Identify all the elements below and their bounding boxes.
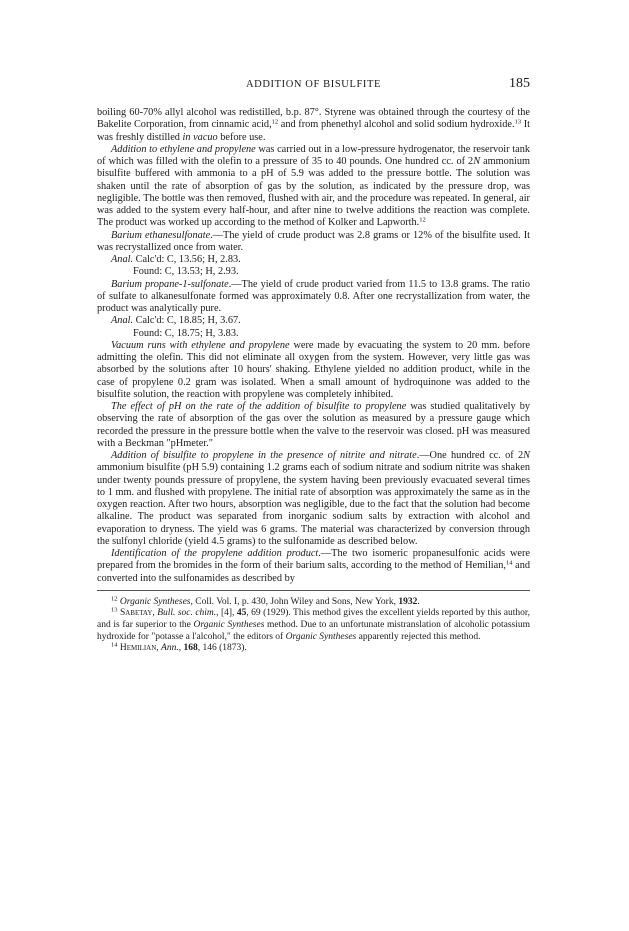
footnote-13: $^{13}$ Sabetay, Bull. soc. chim., [4], 45, 69 (1929). This method gives the excellent yields reported by this author, and is far superior to the Organic Syntheses method. Due to an unfortunate mistranslation of alcoholic potassium hydroxide for "potasse a l'alcohol," the editors of Organic Syntheses apparently rejected this method. — [97, 606, 531, 642]
paragraph: The effect of pH on the rate of the addition of bisulfite to propylene was studied qualitatively by observing the rate of absorption of the gas over the solution as measured by a pressure gauge which recorded the pressure in the pressure bottle when the valve to the reservoir was closed. pH was measured with a Beckman "pHmeter." — [97, 401, 530, 449]
paragraph: Identification of the propylene addition product.—The two isomeric propanesulfonic acids were prepared from the bromides in the form of their barium salts, according to the method of Hemilian,$^{14}$ and converted into the sulfonamides as described by — [97, 548, 531, 584]
analysis-found: Found: C, 18.75; H, 3.83. — [133, 327, 239, 339]
paragraph: Barium ethanesulfonate.—The yield of crude product was 2.8 grams or 12% of the bisulfite used. It was recrystallized once from water. — [97, 229, 530, 253]
body-text — [97, 107, 530, 585]
running-title: ADDITION OF BISULFITE — [245, 79, 382, 90]
analysis-found: Found: C, 13.53; H, 2.93. — [133, 266, 239, 278]
footnote-ref[interactable]: 14 — [505, 559, 513, 567]
footnotes — [97, 597, 530, 655]
footnote-ref[interactable]: 12 — [419, 216, 426, 224]
footnote-ref[interactable]: 12 — [271, 118, 279, 126]
analysis-calc: Anal. Calc'd: C, 18.85; H, 3.67. — [111, 315, 241, 327]
page-header — [97, 76, 530, 96]
analysis-calc: Anal. Calc'd: C, 13.56; H, 2.83. — [111, 254, 241, 265]
footnote-ref[interactable]: 13 — [514, 118, 522, 126]
page — [97, 76, 530, 655]
footnote-14: $^{14}$ Hemilian, Ann., 168, 146 (1873). — [111, 641, 247, 654]
footnote-divider — [97, 590, 530, 591]
page-number: 185 — [509, 76, 530, 91]
footnote-12: $^{12}$ Organic Syntheses, Coll. Vol. I, p. 430, John Wiley and Sons, New York, 1932. — [111, 595, 420, 607]
paragraph: boiling 60-70% allyl alcohol was redistilled, b.p. 87°. Styrene was obtained through the courtesy of the Bakelite Corporation, from cinnamic acid,$^{12}$ and from phenethyl alcohol and solid sodium hydroxide.$^{13}$ It was freshly distilled in vacuo before use. — [97, 107, 530, 143]
paragraph: Addition to ethylene and propylene was carried out in a low-pressure hydrogenator, the reservoir tank of which was filled with the olefin to a pressure of 35 to 40 pounds. One hundred cc. of 2N ammonium bisulfite buffered with ammonia to a pH of 5.9 was added to the pressure bottle. The solution was shaken until the rate of absorption of gas by the solution, as indicated by the pressure drop, was negligible. The bottle was then removed, flushed with air, and the procedure was repeated. In general, air was added to the system every half-hour, and after nine to twelve additions the reaction was complete. The product was worked up according to the method of Kolker and Lapworth.$^{12}$ — [97, 143, 531, 229]
paragraph: Vacuum runs with ethylene and propylene were made by evacuating the system to 20 mm. before admitting the olefin. This did not eliminate all oxygen from the system. However, very little gas was absorbed by the solutions after 10 hours' shaking. Ethylene yielded no addition product, while in the case of propylene 0.2 gram was isolated. When a small amount of hydroquinone was added to the bisulfite solution, the reaction with propylene was completely inhibited. — [97, 339, 530, 400]
paragraph: Addition of bisulfite to propylene in the presence of nitrite and nitrate.—One hundred cc. of 2N ammonium bisulfite (pH 5.9) containing 1.2 grams each of sodium nitrate and sodium nitrite was shaken under twenty pounds pressure of propylene, the system having been previously evacuated several times to 1 mm. and flushed with propylene. The initial rate of absorption was approximately the same as in the oxygen reaction. After two hours, absorption was negligible, due to the fact that the solution had become alkaline. The product was separated from inorganic sodium salts by extraction with alcohol and evaporation to dryness. The yield was 6 grams. The material was characterized by conversion through the sulfonyl chloride (yield 4.5 grams) to the sulfonamide as described below. — [97, 450, 530, 547]
paragraph: Barium propane-1-sulfonate.—The yield of crude product varied from 11.5 to 13.8 grams. The ratio of sulfate to alkanesulfonate formed was approximately 0.8. After one recrystallization from water, the product was analytically pure. — [97, 278, 530, 314]
